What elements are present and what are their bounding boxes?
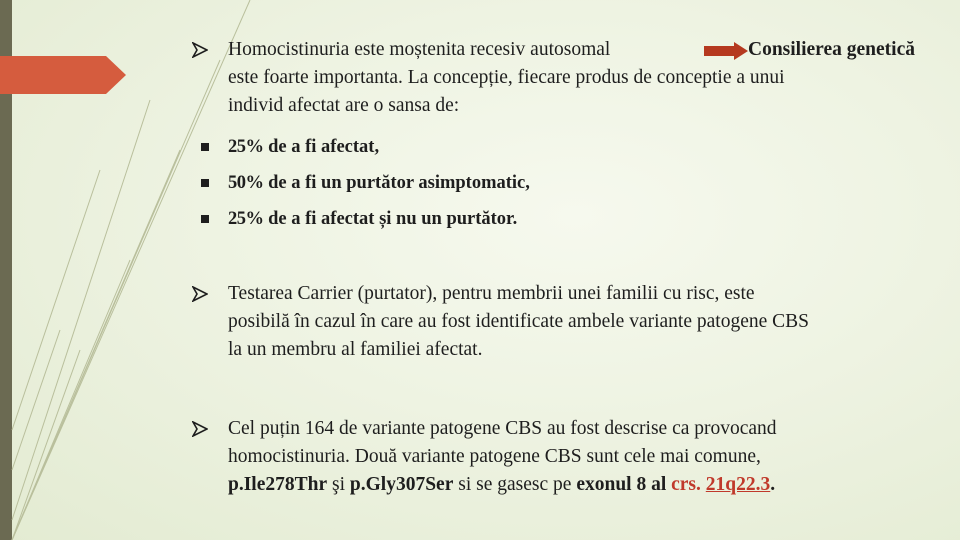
chromosome-label: crs. — [671, 474, 701, 495]
square-bullet-icon — [201, 179, 209, 187]
subitem-2: 50% de a fi un purtător asimptomatic, — [228, 173, 530, 193]
paragraph-1-bold-phrase: Consilierea genetică — [748, 39, 915, 60]
paragraph-1-line-2: este foarte importanta. La concepție, fiecare produs de conceptie a unui — [228, 67, 785, 88]
paragraph-3-line-2: homocistinuria. Două variante patogene CBS sunt cele mai comune, — [228, 446, 761, 467]
paragraph-3-line-3: p.Ile278Thr şi p.Gly307Ser si se gasesc pe exonul 8 al crs. 21q22.3. — [228, 474, 776, 495]
paragraph-2-line-3: la un membru al familiei afectat. — [228, 339, 483, 360]
paragraph-2-line-2: posibilă în cazul în care au fost identificate ambele variante patogene CBS — [228, 311, 809, 332]
paragraph-2-line-1: Testarea Carrier (purtator), pentru membrii unei familii cu risc, este — [228, 283, 755, 304]
chromosome-locus-link[interactable]: 21q22.3 — [705, 474, 771, 495]
variant-2: p.Gly307Ser — [349, 474, 454, 495]
paragraph-3-line-1: Cel puțin 164 de variante patogene CBS au fost descrise ca provocand — [228, 418, 777, 439]
square-bullet-icon — [201, 143, 209, 151]
arrow-check-bullet-icon — [192, 42, 208, 58]
exon-label: exonul 8 al — [576, 474, 667, 495]
paragraph-1-line-1: Homocistinuria este moștenita recesiv autosomal — [228, 39, 611, 60]
right-arrow-icon — [704, 42, 748, 60]
square-bullet-icon — [201, 215, 209, 223]
arrow-check-bullet-icon — [192, 286, 208, 302]
subitem-3: 25% de a fi afectat și nu un purtător. — [228, 209, 518, 229]
arrow-check-bullet-icon — [192, 421, 208, 437]
variant-1: p.Ile278Thr — [228, 474, 328, 495]
paragraph-1-line-3: individ afectat are o sansa de: — [228, 95, 460, 116]
subitem-1: 25% de a fi afectat, — [228, 137, 380, 157]
